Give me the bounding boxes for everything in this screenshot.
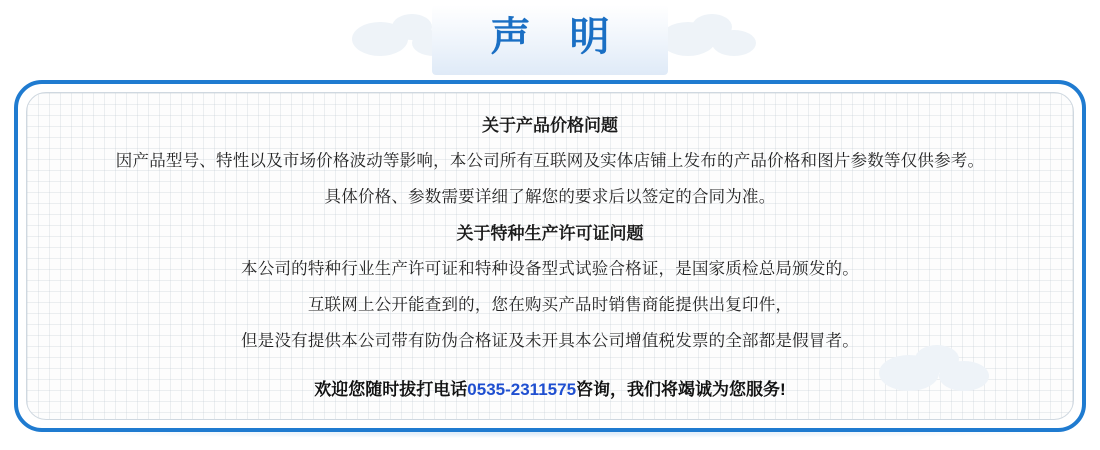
section-heading-price: 关于产品价格问题: [482, 116, 618, 135]
title-plate: [432, 5, 667, 75]
page-header: [0, 0, 1100, 80]
section-price-line-2: 具体价格、参数需要详细了解您的要求后以签定的合同为准。: [324, 188, 776, 206]
section-license-line-3: 但是没有提供本公司带有防伪合格证及未开具本公司增值税发票的全部都是假冒者。: [241, 332, 859, 350]
page-title: 声 明: [490, 15, 624, 59]
statement-frame: [14, 80, 1086, 432]
frame-shadow: [34, 428, 1066, 438]
section-price-line-1: 因产品型号、特性以及市场价格波动等影响，本公司所有互联网及实体店铺上发布的产品价格和图片参数等仅供参考。: [115, 152, 985, 170]
cloud-decoration-icon: [712, 30, 756, 56]
section-heading-license: 关于特种生产许可证问题: [456, 224, 644, 243]
contact-prefix: 欢迎您随时拔打电话: [314, 380, 468, 399]
section-license-line-1: 本公司的特种行业生产许可证和特种设备型式试验合格证，是国家质检总局颁发的。: [241, 260, 859, 278]
contact-phone: 0535-2311575: [467, 380, 577, 399]
cloud-decoration-icon: [939, 361, 989, 391]
section-license-line-2: 互联网上公开能查到的，您在购买产品时销售商能提供出复印件，: [307, 296, 793, 314]
title-container: [0, 0, 1100, 80]
statement-inner-panel: [26, 92, 1074, 420]
contact-suffix: 咨询，我们将竭诚为您服务!: [576, 380, 786, 399]
